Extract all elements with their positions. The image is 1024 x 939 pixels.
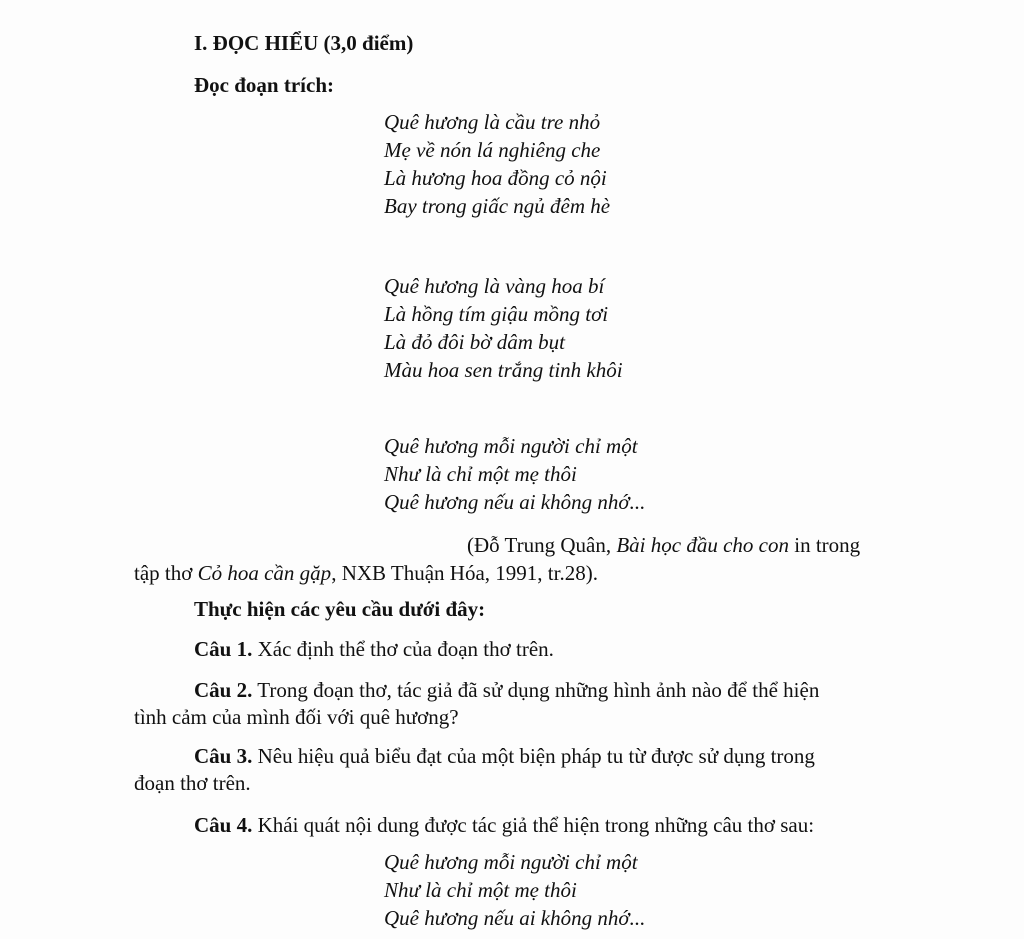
poem-line: Quê hương mỗi người chỉ một (384, 850, 638, 874)
instructions-heading: Thực hiện các yêu cầu dưới đây: (194, 597, 486, 621)
poem-stanza-2 (384, 272, 623, 384)
question-1 (194, 636, 554, 662)
question-4-quoted-poem (384, 848, 645, 932)
read-prompt: Đọc đoạn trích: (194, 73, 334, 97)
poem-line: Quê hương là cầu tre nhỏ (384, 110, 601, 134)
question-3-label: Câu 3. (194, 744, 253, 768)
question-4 (194, 812, 814, 838)
source-citation-line1 (467, 532, 860, 558)
question-3-line2: đoạn thơ trên. (134, 771, 251, 795)
poem-line: Quê hương là vàng hoa bí (384, 274, 605, 298)
question-2-text: Trong đoạn thơ, tác giả đã sử dụng những hình ảnh nào để thể hiện (252, 678, 820, 702)
poem-line: Quê hương mỗi người chỉ một (384, 434, 638, 458)
question-4-label: Câu 4. (194, 813, 253, 837)
question-2-line2: tình cảm của mình đối với quê hương? (134, 705, 459, 729)
poem-line: Mẹ về nón lá nghiêng che (384, 138, 601, 162)
source-citation-line2 (134, 560, 598, 586)
question-3-line1 (194, 743, 815, 769)
poem-line: Như là chỉ một mẹ thôi (384, 462, 577, 486)
source-collection-title: Cỏ hoa cần gặp (197, 561, 332, 585)
source-collection-prefix: tập thơ (134, 561, 198, 585)
poem-stanza-3 (384, 432, 645, 516)
poem-line: Quê hương nếu ai không nhớ... (384, 906, 646, 930)
question-1-text: Xác định thể thơ của đoạn thơ trên. (252, 637, 554, 661)
poem-line: Bay trong giấc ngủ đêm hè (384, 194, 611, 218)
question-4-text: Khái quát nội dung được tác giả thể hiện trong những câu thơ sau: (252, 813, 815, 837)
source-publisher: , NXB Thuận Hóa, 1991, tr.28). (331, 561, 598, 585)
poem-line: Là hồng tím giậu mồng tơi (384, 302, 609, 326)
poem-line: Là hương hoa đồng cỏ nội (384, 166, 607, 190)
source-in-text: in trong (788, 533, 861, 557)
question-1-label: Câu 1. (194, 637, 253, 661)
question-3-text: Nêu hiệu quả biểu đạt của một biện pháp tu từ được sử dụng trong (252, 744, 815, 768)
poem-stanza-1 (384, 108, 610, 220)
poem-line: Là đỏ đôi bờ dâm bụt (384, 330, 565, 354)
source-author: (Đỗ Trung Quân, (467, 533, 617, 557)
poem-line: Màu hoa sen trắng tinh khôi (384, 358, 623, 382)
poem-line: Như là chỉ một mẹ thôi (384, 878, 577, 902)
question-2-line1 (194, 677, 819, 703)
section-title: I. ĐỌC HIỂU (3,0 điểm) (194, 31, 414, 55)
question-2-label: Câu 2. (194, 678, 253, 702)
source-book-title: Bài học đầu cho con (616, 533, 789, 557)
poem-line: Quê hương nếu ai không nhớ... (384, 490, 646, 514)
